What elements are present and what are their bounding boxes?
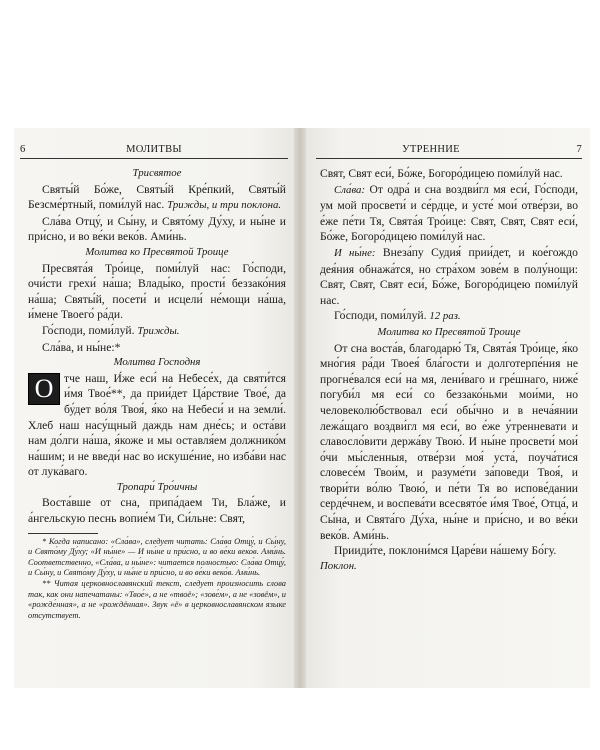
page-number-left: 6 — [20, 144, 26, 155]
paragraph: Го́споди, поми́луй. 12 раз. — [334, 309, 461, 323]
right-page — [306, 128, 590, 688]
paragraph: О тче наш, И́же еси́ на Небесе́х, да святи́тся и́мя Твое́**, да прии́дет Ца́рствие Твое́, да бу́дет во́ля Твоя́, я́ко на Небеси́ и на земли́. Хлеб наш насу́щный даждь нам дне́сь; и оста́ви нам до́лги на́ша, я́коже и мы оставля́ем должнико́м на́шим; и не введи́ нас во искуше́ние, но изба́ви нас от лука́ваго. — [28, 371, 286, 479]
section-title-trinity-prayer: Молитва ко Пресвятой Троице — [377, 325, 521, 338]
rubric: Сла́ва: — [334, 183, 366, 196]
book-gutter — [294, 128, 306, 688]
rubric: 12 раз. — [429, 310, 461, 323]
rubric: Трижды. — [137, 324, 180, 337]
drop-cap: О — [28, 373, 60, 405]
paragraph: Сла́ва: От одра́ и сна воздви́гл мя еси́, Го́споди, ум мой просвети́ и се́рдце, и усте́ мои́ отве́рзи, во е́же пе́ти Тя, Свята́я Тро́ице: Свят, Свят, Свят еси́, Бо́же, Богоро́дицею поми́луй нас. — [320, 182, 578, 244]
paragraph: Сла́ва Отцу́, и Сы́ну, и Свято́му Ду́ху, и ны́не и при́сно, и во ве́ки веко́в. Ами́нь. — [28, 214, 286, 244]
paragraph: Свят, Свят еси́, Бо́же, Богоро́дицею поми́луй нас. — [320, 167, 563, 180]
paragraph: Воста́вше от сна, припа́даем Ти, Бла́же, и а́нгельскую песнь вопие́м Ти, Си́льне: Свят, — [28, 496, 286, 526]
running-head-right: УТРЕННИЕ — [402, 144, 460, 155]
paragraph: Прииди́те, поклони́мся Царе́ви на́шему Бо́гу. — [334, 544, 557, 558]
footnote-rule — [28, 533, 98, 534]
header-rule-right — [316, 158, 582, 159]
paragraph: Го́споди, поми́луй. Трижды. — [42, 323, 180, 337]
running-head-left: МОЛИТВЫ — [126, 144, 182, 155]
section-title-troparia: Тропари́ Тро́ичны — [116, 480, 198, 493]
section-title-lords-prayer: Молитва Господня — [113, 356, 201, 369]
page-number-right: 7 — [576, 144, 582, 155]
left-page — [14, 128, 294, 688]
paragraph: Пресвята́я Тро́ице, поми́луй нас: Го́споди, очи́сти грехи́ на́ша; Влады́ко, прости́ беззако́ния на́ша; Святы́й, посети́ и исцели́ не́мощи на́ша, и́мене Твоего́ ра́ди. — [28, 261, 286, 322]
header-rule-left — [20, 158, 288, 159]
section-title-trinity-prayer: Молитва ко Пресвятой Троице — [85, 245, 229, 258]
book-spread — [0, 128, 600, 688]
rubric: Трижды, и три поклона. — [167, 199, 282, 212]
right-column — [320, 166, 578, 574]
left-column — [28, 166, 286, 621]
rubric: И ны́не: — [334, 246, 376, 259]
paragraph: Сла́ва, и ны́не:* — [42, 340, 121, 354]
footnote: ** Читая церковнославянский текст, следует произносить слова так, как они напечатаны: «Твое́», а не «твоё»; «зове́м», а не «зовём», и «рожде́нная», а не «рождённая». Звук «ё» в церковнославянском языке отсутствует. — [28, 579, 286, 620]
paragraph: Святы́й Бо́же, Святы́й Кре́пкий, Святы́й Безсме́ртный, поми́луй нас. Трижды, и три поклона. — [28, 182, 286, 212]
section-title-trisvyatoe: Трисвятое — [132, 167, 182, 179]
paragraph: От сна воста́в, благодарю́ Тя, Свята́я Тро́ице, я́ко мно́гия ра́ди Твоея́ бла́гости и долготерпе́ния не прогне́вался еси́ на мя, лени́ваго и гре́шнаго, ниже́ погуби́л мя еси́ со беззако́ньми мои́ми, но человеколю́бствовал еси́ обы́чно и в неча́янии лежа́щаго воздви́гл мя еси́, во е́же у́тренневати и славосло́вити держа́ву Твою́. И ны́не просвети́ мои́ о́чи мы́сленныя, отве́рзи моя́ уста́, поуча́тися словесе́м Твои́м, и разуме́ти за́поведи Твоя́, и твори́ти во́лю Твою́, и пе́ти Тя во испове́дании серде́чнем, и воспева́ти всесвято́е и́мя Твое́, Отца́, и Сы́на, и Свята́го Ду́ха, ны́не и при́сно, и во ве́ки веко́в. Ами́нь. — [320, 341, 578, 542]
rubric: Поклон. — [320, 559, 357, 572]
paragraph: И ны́не: Внеза́пу Судия́ прии́дет, и кое́гождо дея́ния обнажа́тся, но стра́хом зове́м в полу́нощи: Свят, Свят, Свят еси́, Бо́же, Богоро́дицею поми́луй нас. — [320, 245, 578, 307]
footnote: * Когда написано: «Сла́ва», следует читать: Сла́ва Отцу́, и Сы́ну, и Свято́му Ду́ху; «И ны́не» — И ны́не и при́сно, и во ве́ки веко́в. Ами́нь. Соответственно, «Сла́ва, и ны́не»: читается полностью: Сла́ва Отцу́, и Сы́ну, и Свято́му Ду́ху, и ны́не и при́сно, и во ве́ки веко́в. Ами́нь. — [28, 536, 286, 578]
